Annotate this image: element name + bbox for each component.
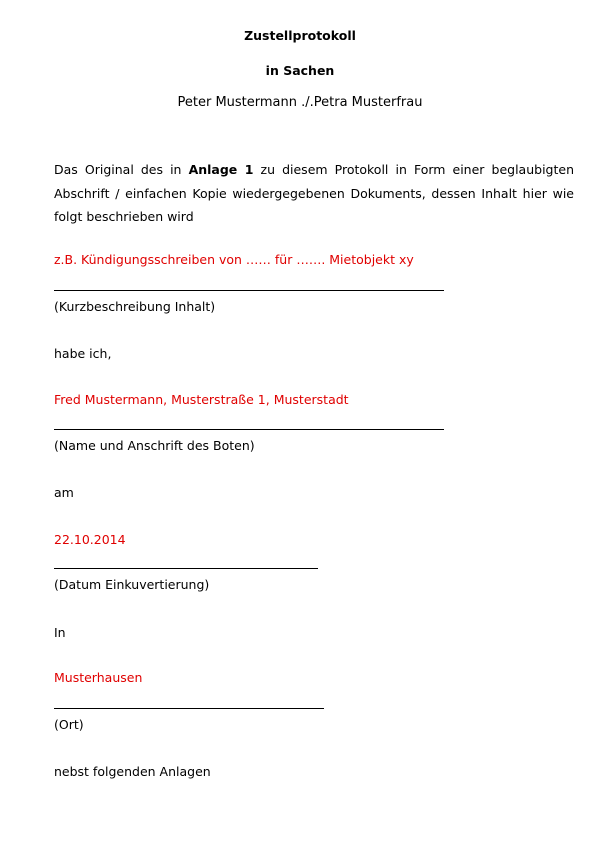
date-label: (Datum Einkuvertierung) [54,577,210,592]
intro-text-before: Das Original des in [54,162,189,177]
messenger-value: Fred Mustermann, Musterstraße 1, Musterstadt [54,392,349,407]
closing-line: nebst folgenden Anlagen [54,764,211,779]
document-subtitle: in Sachen [265,63,335,78]
case-parties: Peter Mustermann ./.Petra Musterfrau [177,95,423,110]
attachment-reference: Anlage 1 [188,162,254,177]
messenger-underline [54,429,444,430]
connector-habe-ich: habe ich, [54,346,112,361]
messenger-label: (Name und Anschrift des Boten) [54,438,255,453]
connector-am: am [54,485,74,500]
intro-text-after: zu diesem Protokoll in Form einer beglaubigten Abschrift / einfachen Kopie wiedergegebenen Dokuments, dessen Inhalt hier wie folgt beschrieben wird [54,162,574,224]
intro-paragraph [54,158,574,229]
document-title: Zustellprotokoll [244,28,356,43]
date-value: 22.10.2014 [54,532,126,547]
content-description-label: (Kurzbeschreibung Inhalt) [54,299,216,314]
connector-in: In [54,625,66,640]
date-underline [54,568,318,569]
place-underline [54,708,324,709]
place-label: (Ort) [54,717,84,732]
content-description-value: z.B. Kündigungsschreiben von …… für ……. Mietobjekt xy [54,252,414,267]
place-value: Musterhausen [54,670,143,685]
content-description-underline [54,290,444,291]
